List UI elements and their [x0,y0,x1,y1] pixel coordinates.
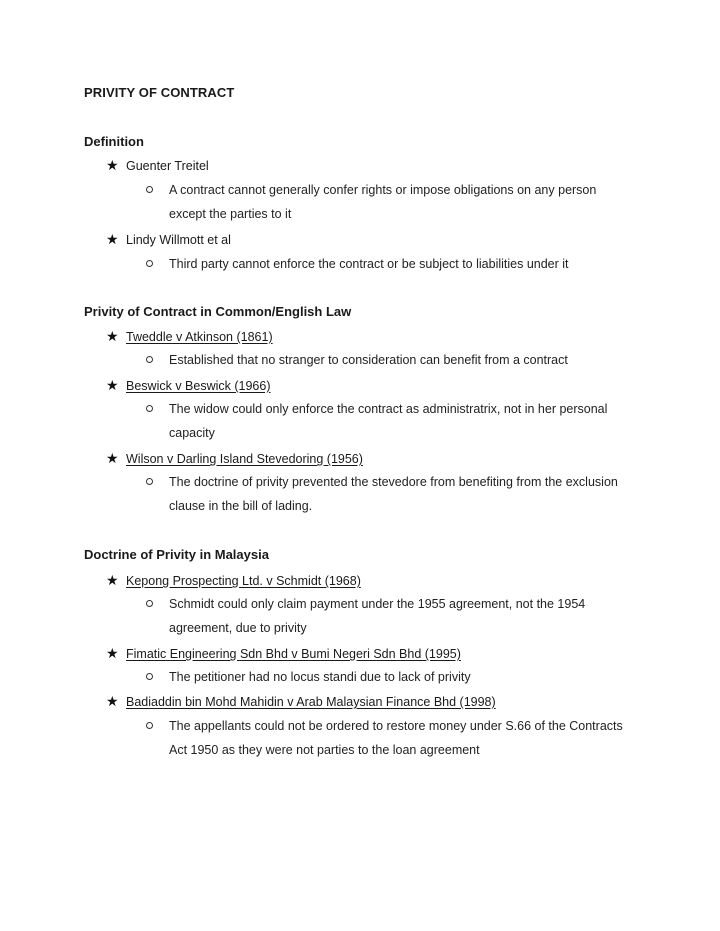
case-link[interactable]: Fimatic Engineering Sdn Bhd v Bumi Negeri Sdn Bhd (1995) [126,647,461,661]
sub-item [146,665,626,689]
case-link[interactable]: Beswick v Beswick (1966) [126,379,271,393]
sub-item-text: A contract cannot generally confer rights or impose obligations on any person except the parties to it [169,183,597,221]
sub-item [146,470,626,518]
list-item [106,641,461,665]
circle-bullet-icon [146,260,153,267]
list-item [106,689,496,713]
star-bullet-icon: ★ [106,328,119,344]
star-bullet-icon: ★ [106,645,119,661]
sub-item-text: The appellants could not be ordered to restore money under S.66 of the Contracts Act 1950 as they were not parties to the loan agreement [169,719,623,757]
circle-bullet-icon [146,600,153,607]
sub-item-text: Schmidt could only claim payment under the 1955 agreement, not the 1954 agreement, due to privity [169,597,586,635]
circle-bullet-icon [146,478,153,485]
sub-item [146,714,626,762]
sub-item [146,252,626,276]
sub-item-text: The widow could only enforce the contract as administratrix, not in her personal capacity [169,402,608,440]
sub-item-text: The petitioner had no locus standi due to lack of privity [169,670,471,684]
item-label: Guenter Treitel [126,159,209,173]
sub-item [146,348,626,372]
circle-bullet-icon [146,186,153,193]
sub-item [146,178,626,226]
list-item [106,373,271,397]
item-label: Lindy Willmott et al [126,233,231,247]
case-link[interactable]: Tweddle v Atkinson (1861) [126,330,273,344]
case-link[interactable]: Wilson v Darling Island Stevedoring (1956) [126,452,363,466]
list-item [106,227,231,251]
circle-bullet-icon [146,356,153,363]
star-bullet-icon: ★ [106,450,119,466]
list-item [106,324,273,348]
sub-item [146,397,626,445]
star-bullet-icon: ★ [106,572,119,588]
list-item [106,446,363,470]
section-heading-common-law: Privity of Contract in Common/English Law [84,304,352,319]
star-bullet-icon: ★ [106,231,119,247]
circle-bullet-icon [146,673,153,680]
circle-bullet-icon [146,722,153,729]
sub-item-text: Established that no stranger to consideration can benefit from a contract [169,353,568,367]
case-link[interactable]: Kepong Prospecting Ltd. v Schmidt (1968) [126,574,361,588]
document-title: PRIVITY OF CONTRACT [84,85,235,100]
circle-bullet-icon [146,405,153,412]
list-item [106,568,361,592]
star-bullet-icon: ★ [106,157,119,173]
sub-item-text: The doctrine of privity prevented the stevedore from benefiting from the exclusion clause in the bill of lading. [169,475,618,513]
case-link[interactable]: Badiaddin bin Mohd Mahidin v Arab Malaysian Finance Bhd (1998) [126,695,496,709]
list-item [106,153,209,177]
star-bullet-icon: ★ [106,377,119,393]
star-bullet-icon: ★ [106,693,119,709]
sub-item [146,592,626,640]
section-heading-malaysia: Doctrine of Privity in Malaysia [84,547,269,562]
section-heading-definition: Definition [84,134,144,149]
sub-item-text: Third party cannot enforce the contract or be subject to liabilities under it [169,257,569,271]
